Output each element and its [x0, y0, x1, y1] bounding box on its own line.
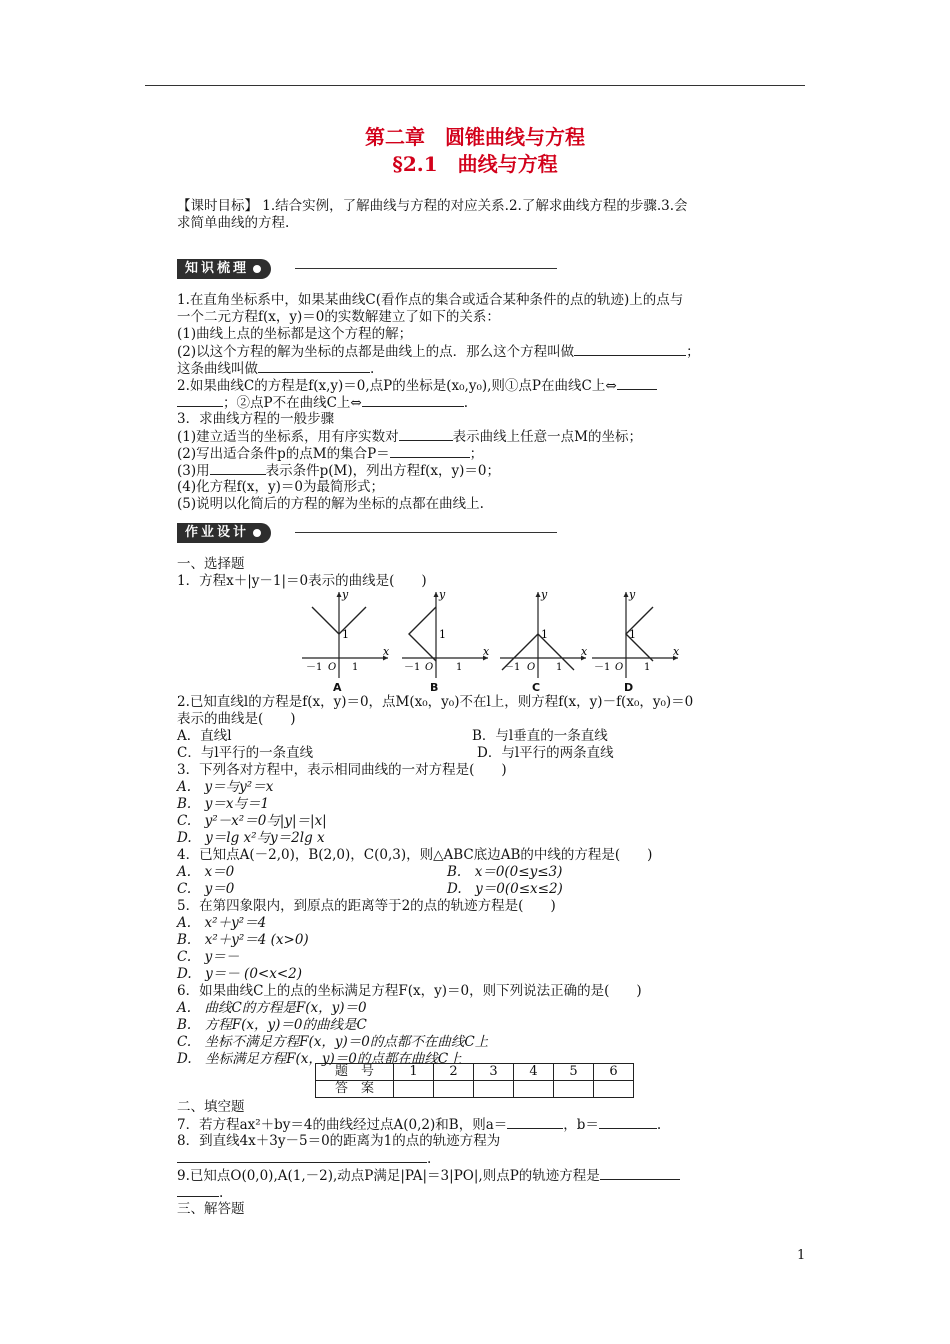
knowledge-line: (2)以这个方程的解为坐标的点都是曲线上的点．那么这个方程叫做 ；	[177, 344, 700, 360]
option-d[interactable]: D. y＝0(0≤x≤2)	[447, 881, 563, 897]
tick-1: 1	[352, 662, 359, 673]
question-6: 6．如果曲线C上的点的坐标满足方程F(x，y)＝0，则下列说法正确的是( )	[177, 983, 642, 999]
answer-blank[interactable]	[362, 394, 464, 407]
knowledge-line: (4)化方程f(x，y)＝0为最简形式；	[177, 479, 384, 495]
question-9-answer: .	[177, 1184, 223, 1202]
table-cell: 6	[594, 1064, 634, 1081]
chapter-title: 第二章 圆锥曲线与方程	[365, 125, 585, 149]
x-axis-label: x	[383, 645, 390, 658]
x-axis-label: x	[581, 645, 588, 658]
option-d[interactable]: D. y＝lg x²与y＝2lg x	[177, 830, 325, 846]
question-1: 1．方程x＋|y－1|＝0表示的曲线是( )	[177, 573, 427, 589]
question-5: 5．在第四象限内，到原点的距离等于2的点的轨迹方程是( )	[177, 898, 556, 914]
answer-cell[interactable]	[394, 1081, 434, 1098]
option-graph-a	[300, 588, 392, 698]
tick-neg1: －1	[404, 662, 421, 673]
section-title: §2.1 曲线与方程	[392, 152, 558, 176]
answer-cell[interactable]	[554, 1081, 594, 1098]
option-d[interactable]: D. y＝－ (0<x<2)	[177, 966, 303, 982]
tick-1: 1	[342, 628, 349, 641]
table-header: 题 号	[316, 1064, 394, 1081]
curve-b	[409, 607, 436, 661]
knowledge-line: ；②点P不在曲线C上⇔ .	[177, 394, 468, 412]
table-row	[316, 1081, 634, 1098]
answer-table	[315, 1063, 634, 1098]
graph-b-svg	[400, 588, 492, 680]
question-7: 7．若方程ax²＋by＝4的曲线经过点A(0,2)和B，则a＝ ，b＝ .	[177, 1117, 662, 1133]
option-label-c[interactable]: C	[532, 681, 541, 694]
y-axis-label: y	[342, 588, 349, 601]
option-a[interactable]: A. 曲线C的方程是F(x，y)＝0	[177, 1000, 367, 1016]
y-arrow-icon	[536, 592, 541, 597]
option-label-b[interactable]: B	[430, 681, 439, 694]
answer-cell[interactable]	[434, 1081, 474, 1098]
tick-1: 1	[644, 662, 651, 673]
option-c[interactable]: C. y²－x²＝0与|y|＝|x|	[177, 813, 327, 829]
answer-blank[interactable]	[617, 377, 657, 390]
knowledge-line: 1.在直角坐标系中，如果某曲线C(看作点的集合或适合某种条件的点的轨迹)上的点与	[177, 292, 684, 308]
page-number: 1	[797, 1248, 806, 1263]
option-a[interactable]: A. x²＋y²＝4	[177, 915, 267, 931]
answer-blank[interactable]	[574, 343, 686, 356]
option-c[interactable]: C. y＝0	[177, 881, 235, 897]
question-9: 9.已知点O(0,0),A(1,－2),动点P满足|PA|＝3|PO|,则点P的轨迹方程是	[177, 1167, 680, 1185]
graph-c-svg	[498, 588, 590, 680]
part-heading: 一、选择题	[177, 556, 245, 572]
option-a[interactable]: A. x＝0	[177, 864, 235, 880]
tick-1: 1	[629, 628, 636, 641]
origin-label: O	[615, 662, 624, 673]
knowledge-line: (1)建立适当的坐标系，用有序实数对 表示曲线上任意一点M的坐标；	[177, 429, 642, 445]
origin-label: O	[527, 662, 536, 673]
knowledge-line: (1)曲线上点的坐标都是这个方程的解；	[177, 326, 413, 342]
knowledge-line: (3)用 表示条件p(M)，列出方程f(x，y)＝0；	[177, 463, 500, 479]
y-arrow-icon	[434, 592, 439, 597]
table-cell: 2	[434, 1064, 474, 1081]
y-axis-label: y	[439, 588, 446, 601]
option-b[interactable]: B. 方程F(x，y)＝0的曲线是C	[177, 1017, 367, 1033]
graph-a-svg	[300, 588, 392, 680]
answer-cell[interactable]	[514, 1081, 554, 1098]
option-graph-b	[400, 588, 492, 698]
knowledge-line: 这条曲线叫做 .	[177, 361, 375, 377]
homework-section-header	[177, 523, 557, 543]
answer-blank[interactable]	[600, 1167, 680, 1180]
question-2: 表示的曲线是( )	[177, 711, 296, 727]
knowledge-section-header	[177, 259, 557, 279]
tick-1: 1	[541, 628, 548, 641]
x-axis-label: x	[673, 645, 680, 658]
question-4: 4．已知点A(－2,0)，B(2,0)，C(0,3)，则△ABC底边AB的中线的方程是( )	[177, 847, 653, 863]
knowledge-line: (2)写出适合条件p的点M的集合P＝ ；	[177, 446, 484, 462]
knowledge-line: 3．求曲线方程的一般步骤	[177, 411, 335, 427]
table-row	[316, 1064, 634, 1081]
objective-line-2: 求简单曲线的方程.	[177, 215, 290, 231]
option-b[interactable]: B．与l垂直的一条直线	[472, 728, 608, 744]
answer-cell[interactable]	[474, 1081, 514, 1098]
knowledge-line: 2.如果曲线C的方程是f(x,y)＝0,点P的坐标是(x₀,y₀),则①点P在曲线C上⇔	[177, 377, 657, 395]
table-cell: 4	[514, 1064, 554, 1081]
tick-1: 1	[556, 662, 563, 673]
homework-header-label: 作业设计	[177, 523, 271, 543]
answer-blank[interactable]	[177, 394, 223, 407]
option-c[interactable]: C. 坐标不满足方程F(x，y)＝0的点都不在曲线C上	[177, 1034, 489, 1050]
x-axis-label: x	[483, 645, 490, 658]
knowledge-line: 一个二元方程f(x，y)＝0的实数解建立了如下的关系：	[177, 309, 500, 325]
origin-label: O	[328, 662, 337, 673]
answer-blank[interactable]	[399, 428, 453, 441]
origin-label: O	[425, 662, 434, 673]
option-b[interactable]: B. y＝x与＝1	[177, 796, 270, 812]
option-a[interactable]: A．直线l	[177, 728, 232, 744]
option-c[interactable]: C．与l平行的一条直线	[177, 745, 314, 761]
question-2: 2.已知直线l的方程是f(x，y)＝0，点M(x₀，y₀)不在l上，则方程f(x，y)－f(x₀，y₀)＝0	[177, 694, 694, 710]
option-graph-c	[498, 588, 590, 698]
bullet-dot-icon	[253, 265, 261, 273]
tick-1: 1	[456, 662, 463, 673]
answer-blank[interactable]	[258, 360, 370, 373]
option-b[interactable]: B. x＝0(0≤y≤3)	[447, 864, 563, 880]
header-rule	[145, 85, 805, 86]
part-heading: 三、解答题	[177, 1201, 245, 1217]
answer-blank[interactable]	[599, 1116, 657, 1129]
question-8-answer: .	[177, 1150, 431, 1168]
answer-cell[interactable]	[594, 1081, 634, 1098]
knowledge-header-label: 知识梳理	[177, 259, 271, 279]
option-d[interactable]: D. 坐标满足方程F(x，y)＝0的点都在曲线C上	[177, 1051, 462, 1067]
option-a[interactable]: A. y＝与y²＝x	[177, 779, 274, 795]
option-b[interactable]: B. x²＋y²＝4 (x>0)	[177, 932, 309, 948]
section-rule	[295, 532, 557, 533]
option-c[interactable]: C. y＝－	[177, 949, 240, 965]
objective-line-1: 【课时目标】 1.结合实例，了解曲线与方程的对应关系.2.了解求曲线方程的步骤.3.会	[177, 198, 688, 214]
table-cell: 3	[474, 1064, 514, 1081]
table-header: 答 案	[316, 1081, 394, 1098]
question-3: 3．下列各对方程中，表示相同曲线的一对方程是( )	[177, 762, 507, 778]
table-cell: 5	[554, 1064, 594, 1081]
option-label-a[interactable]: A	[333, 681, 342, 694]
answer-blank[interactable]	[210, 462, 266, 475]
tick-neg1: －1	[594, 662, 611, 673]
tick-1: 1	[439, 628, 446, 641]
y-axis-label: y	[541, 588, 548, 601]
answer-blank[interactable]	[177, 1150, 427, 1163]
option-d[interactable]: D．与l平行的两条直线	[477, 745, 614, 761]
y-axis-label: y	[629, 588, 636, 601]
table-cell: 1	[394, 1064, 434, 1081]
option-label-d[interactable]: D	[624, 681, 634, 694]
option-graph-d	[590, 588, 682, 698]
part-heading: 二、填空题	[177, 1099, 245, 1115]
bullet-dot-icon	[253, 529, 261, 537]
tick-neg1: －1	[504, 662, 521, 673]
question-8: 8．到直线4x＋3y－5＝0的距离为1的点的轨迹方程为	[177, 1133, 501, 1149]
y-arrow-icon	[337, 592, 342, 597]
answer-blank[interactable]	[177, 1184, 219, 1197]
answer-blank[interactable]	[390, 445, 470, 458]
y-arrow-icon	[624, 592, 629, 597]
knowledge-line: (5)说明以化简后的方程的解为坐标的点都在曲线上.	[177, 496, 484, 512]
graph-d-svg	[590, 588, 682, 680]
tick-neg1: －1	[306, 662, 323, 673]
answer-blank[interactable]	[507, 1116, 563, 1129]
section-rule	[295, 268, 557, 269]
